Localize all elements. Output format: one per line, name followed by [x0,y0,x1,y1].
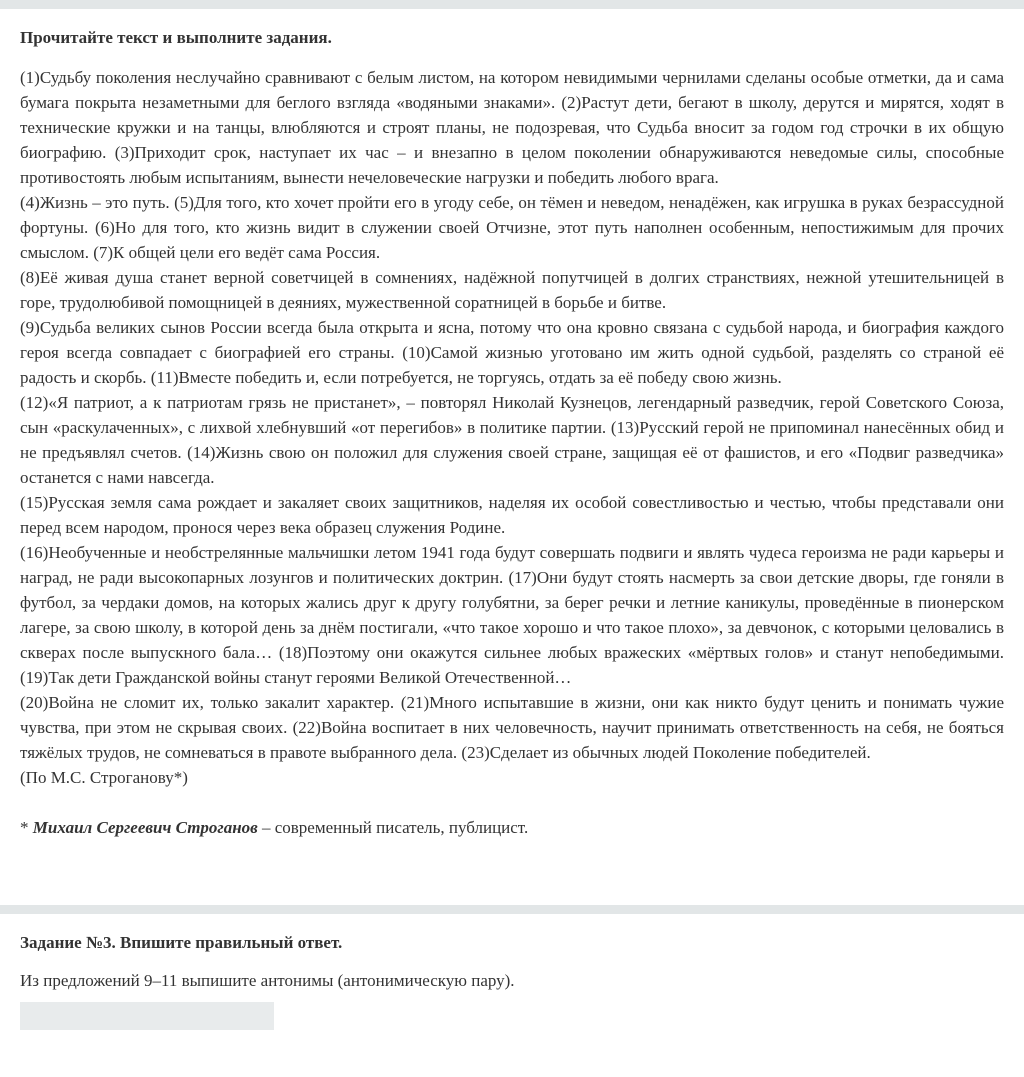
reading-title: Прочитайте текст и выполните задания. [20,28,332,47]
task-prompt: Из предложений 9–11 выпишите антонимы (антонимическую пару). [20,971,515,990]
footnote [20,815,1004,840]
top-divider [0,0,1024,9]
section-divider [0,905,1024,914]
answer-input[interactable] [20,1002,274,1030]
paragraph: (8)Её живая душа станет верной советчицей в сомнениях, надёжной попутчицей в долгих странствиях, нежной утешительницей в горе, трудолюбивой помощницей в деяниях, мужественной соратницей в борьбе и битве. [20,268,1004,312]
reading-text [20,65,1004,790]
footnote-author: Михаил Сергеевич Строганов [32,818,258,837]
source-attribution: (По М.С. Строганову*) [20,768,188,787]
task-section [20,930,1004,993]
paragraph: (12)«Я патриот, а к патриотам грязь не пристанет», – повторял Николай Кузнецов, легендарный разведчик, герой Советского Союза, сын «раскулаченных», с лихвой хлебнувший «от перегибов» в политике партии. (13)Русский герой не припоминал нанесённых обид и не предъявлял счетов. (14)Жизнь свою он положил для служения своей стране, защищая её от фашистов, и его «Подвиг разведчика» останется с нами навсегда. [20,393,1004,487]
paragraph: (16)Необученные и необстрелянные мальчишки летом 1941 года будут совершать подвиги и являть чудеса героизма не ради карьеры и наград, не ради высокопарных лозунгов и политических доктрин. (17)Они будут стоять насмерть за свои детские дворы, где гоняли в футбол, за чердаки домов, на которых жались друг к другу голубятни, за берег речки и летние каникулы, проведённые в пионерском лагере, за свою школу, в которой день за днём постигали, «что такое хорошо и что такое плохо», за девчонок, с которыми целовались в скверах после выпускного бала… (18)Поэтому они окажутся сильнее любых вражеских «мёртвых голов» и станут непобедимыми. (19)Так дети Гражданской войны станут героями Великой Отечественной… [20,543,1004,687]
paragraph: (20)Война не сломит их, только закалит характер. (21)Много испытавшие в жизни, они как никто будут ценить и понимать чужие чувства, при этом не скрывая своих. (22)Война воспитает в них человечность, научит принимать ответственность на себя, не бояться тяжёлых трудов, не сомневаться в правоте выбранного дела. (23)Сделает из обычных людей Поколение победителей. [20,693,1004,762]
reading-section [20,25,1004,840]
paragraph: (4)Жизнь – это путь. (5)Для того, кто хочет пройти его в угоду себе, он тёмен и неведом, ненадёжен, как игрушка в руках безрассудной фортуны. (6)Но для того, кто жизнь видит в служении своей Отчизне, этот путь наполнен особенным, непостижимым для прочих смыслом. (7)К общей цели его ведёт сама Россия. [20,193,1004,262]
task-title: Задание №3. Впишите правильный ответ. [20,933,343,952]
paragraph: (9)Судьба великих сынов России всегда была открыта и ясна, потому что она кровно связана с судьбой народа, и биография каждого героя всегда совпадает с биографией его страны. (10)Самой жизнью уготовано им жить одной судьбой, разделять со страной её радость и скорбь. (11)Вместе победить и, если потребуется, не торгуясь, отдать за её победу свою жизнь. [20,318,1004,387]
paragraph: (1)Судьбу поколения неслучайно сравнивают с белым листом, на котором невидимыми чернилами сделаны особые отметки, да и сама бумага покрыта незаметными для беглого взгляда «водяными знаками». (2)Растут дети, бегают в школу, дерутся и мирятся, ходят в технические кружки и на танцы, влюбляются и строят планы, не подозревая, что Судьба вносит за годом год строчки в их общую биографию. (3)Приходит срок, наступает их час – и внезапно в целом поколении обнаруживаются неведомые силы, способные противостоять любым испытаниям, вынести нечеловеческие нагрузки и победить любого врага. [20,68,1004,187]
footnote-text: – современный писатель, публицист. [257,818,529,837]
footnote-star: * [20,818,33,837]
paragraph: (15)Русская земля сама рождает и закаляет своих защитников, наделяя их особой совестливостью и честью, чтобы представали они перед всем народом, пронося через века образец служения Родине. [20,493,1004,537]
